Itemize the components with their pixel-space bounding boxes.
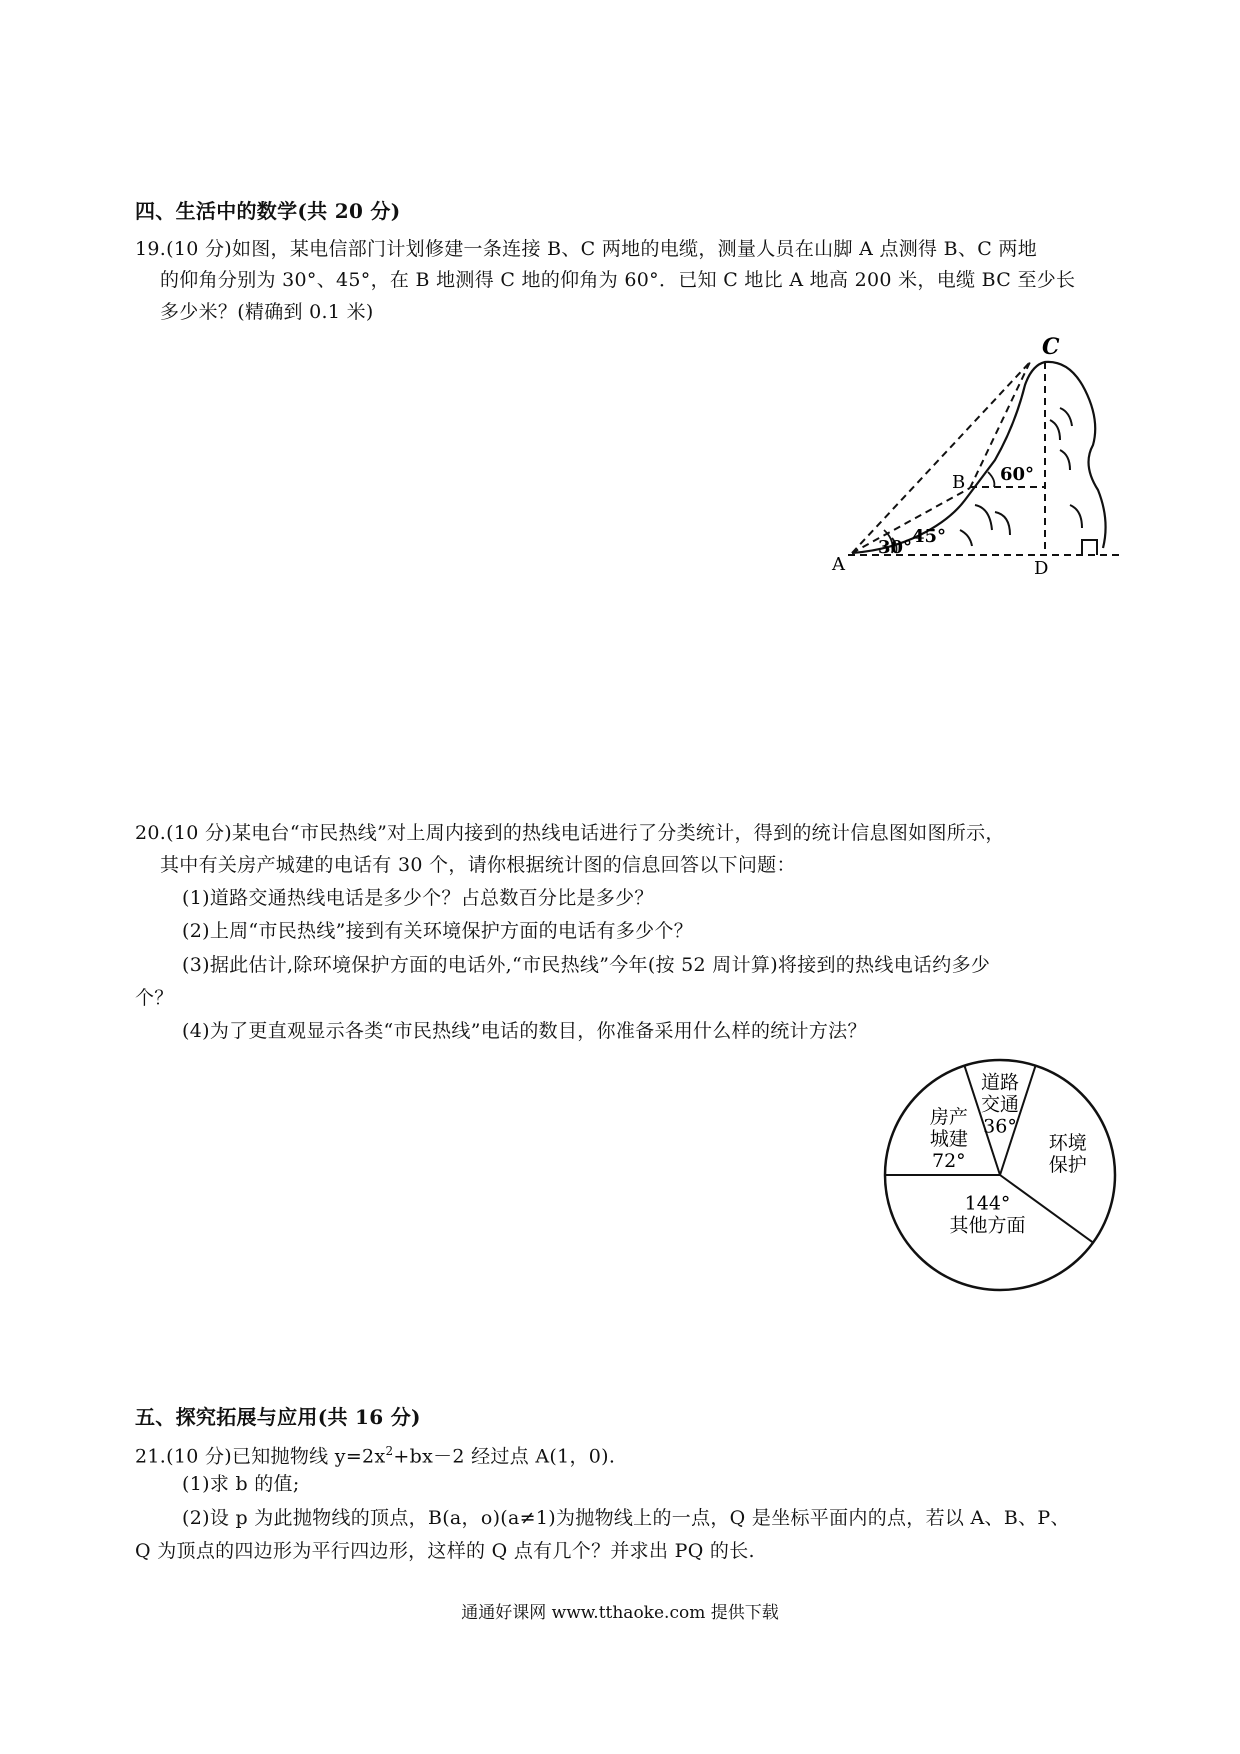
page-footer: 通通好课网 www.tthaoke.com 提供下载 [461,1603,779,1623]
pie-slice-label: 其他方面 [949,1214,1026,1237]
right-angle-mark [1082,540,1097,555]
label-angle-60: 60° [1000,464,1035,485]
label-d: D [1034,558,1049,579]
q21-line-1-post: +bx－2 经过点 A(1，0). [393,1445,616,1468]
label-b: B [952,472,966,493]
mountain-detail-5 [1050,420,1060,440]
q21-line-1 [135,1438,615,1469]
angle-arc-60 [988,472,994,487]
pie-slice-angle-label: 144° [964,1192,1011,1215]
mountain-detail-4 [1060,408,1072,426]
q19-line-1: 19.(10 分)如图，某电信部门计划修建一条连接 B、C 两地的电缆，测量人员在山脚 A 点测得 B、C 两地 [135,238,1038,260]
mountain-detail-1 [975,505,992,530]
mountain-detail-2 [995,512,1010,535]
q21-sub-2b: Q 为顶点的四边形为平行四边形，这样的 Q 点有几个？并求出 PQ 的长. [135,1540,755,1562]
section-5-heading: 五、探究拓展与应用(共 16 分) [135,1405,421,1429]
mountain-detail-7 [1070,505,1082,528]
q21-sub-1: (1)求 b 的值; [182,1473,300,1495]
q21-line-1-pre: 21.(10 分)已知抛物线 y=2x [135,1445,386,1468]
label-angle-45: 45° [912,526,947,547]
pie-slice-label: 保护 [1048,1153,1087,1176]
label-c: C [1042,334,1060,360]
q21-sub-2a: (2)设 p 为此抛物线的顶点，B(a，o)(a≠1)为抛物线上的一点，Q 是坐标平面内的点，若以 A、B、P、 [182,1507,1070,1529]
q20-sub-2: (2)上周“市民热线”接到有关环境保护方面的电话有多少个？ [182,920,694,942]
pie-slice-angle-label: 36° [983,1115,1017,1138]
pie-slice-angle-label: 72° [931,1149,966,1172]
q21-line-1-exponent: 2 [385,1444,394,1458]
pie-slice-label: 道路 [980,1071,1020,1094]
sight-line-ac [852,362,1030,553]
hotline-pie-chart [880,1055,1120,1295]
mountain-detail-3 [960,530,972,546]
pie-slice-label: 环境 [1048,1131,1087,1154]
q20-sub-1: (1)道路交通热线电话是多少个？占总数百分比是多少？ [182,887,654,909]
q19-line-2: 的仰角分别为 30°、45°，在 B 地测得 C 地的仰角为 60°．已知 C 地比 A 地高 200 米，电缆 BC 至少长 [160,269,1076,291]
pie-slice-label: 城建 [929,1127,968,1150]
q19-line-3: 多少米？(精确到 0.1 米) [160,301,374,323]
pie-slice-label: 房产 [929,1105,968,1128]
q20-sub-3a: (3)据此估计,除环境保护方面的电话外,“市民热线”今年(按 52 周计算)将接到的热线电话约多少 [182,954,991,976]
q20-sub-3b: 个？ [135,987,174,1009]
mountain-detail-6 [1060,450,1070,470]
q20-sub-4: (4)为了更直观显示各类“市民热线”电话的数目，你准备采用什么样的统计方法？ [182,1020,867,1042]
q20-line-2: 其中有关房产城建的电话有 30 个，请你根据统计图的信息回答以下问题： [160,854,796,876]
q20-line-1: 20.(10 分)某电台“市民热线”对上周内接到的热线电话进行了分类统计，得到的统计信息图如图所示， [135,822,1005,844]
label-angle-30: 30° [878,537,913,558]
label-a: A [832,554,845,575]
pie-slice-label: 交通 [980,1093,1020,1116]
q19-mountain-figure [820,330,1140,580]
section-4-heading: 四、生活中的数学(共 20 分) [135,199,401,223]
